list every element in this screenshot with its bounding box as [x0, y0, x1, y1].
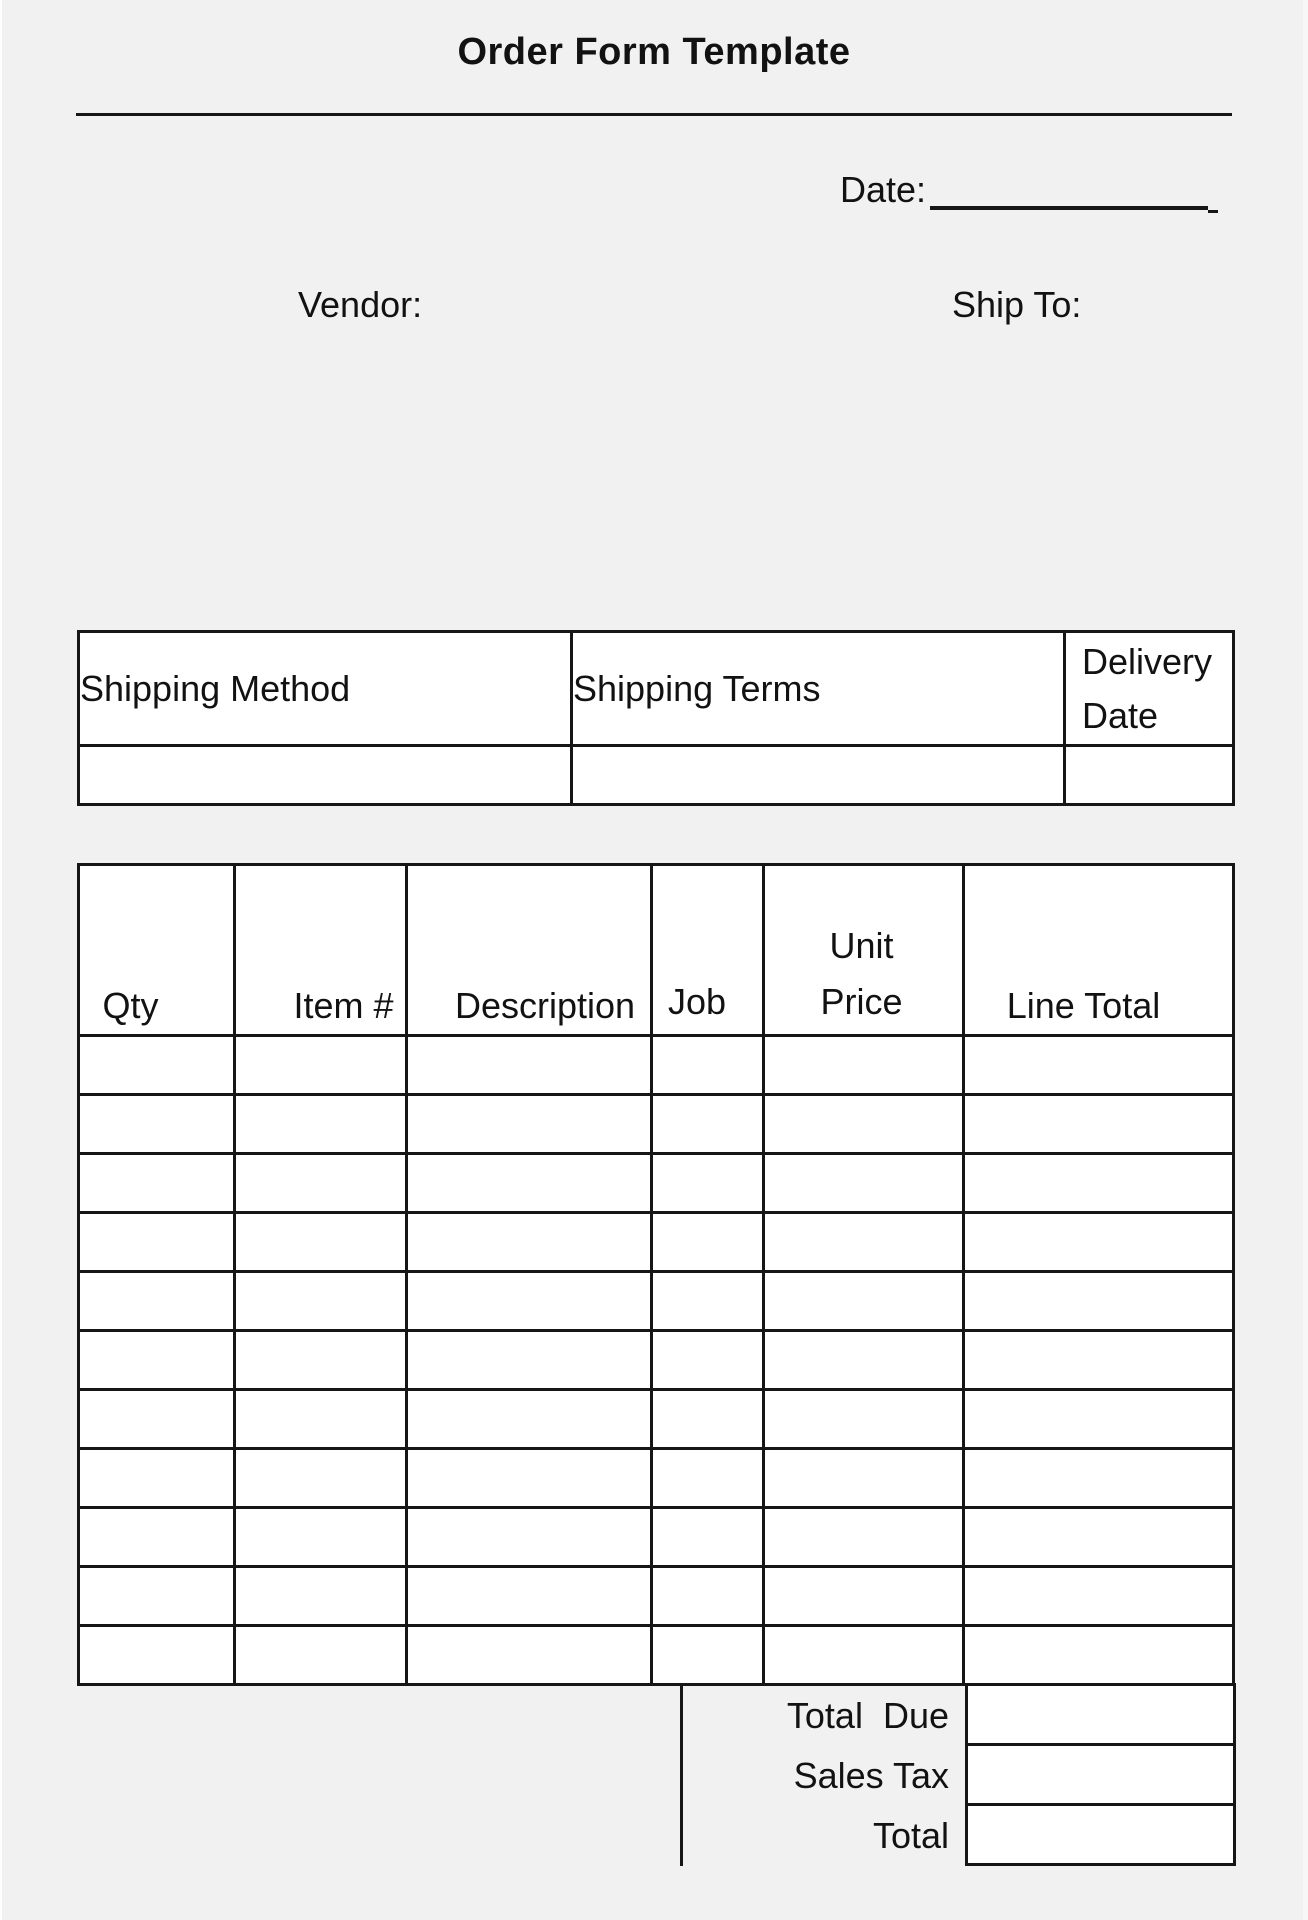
item-cell-r1c2[interactable] [236, 1037, 408, 1096]
item-cell-r9c2[interactable] [236, 1509, 408, 1568]
item-row-1 [80, 1037, 1235, 1096]
item-cell-r3c5[interactable] [765, 1155, 965, 1214]
item-cell-r5c1[interactable] [80, 1273, 236, 1332]
item-cell-r3c4[interactable] [653, 1155, 765, 1214]
item-cell-r4c4[interactable] [653, 1214, 765, 1273]
date-fill-line[interactable] [930, 206, 1208, 210]
item-row-10 [80, 1568, 1235, 1627]
total-due-value[interactable] [965, 1686, 1236, 1746]
item-cell-r9c5[interactable] [765, 1509, 965, 1568]
item-cell-r2c6[interactable] [965, 1096, 1235, 1155]
item-row-8 [80, 1450, 1235, 1509]
item-cell-r6c4[interactable] [653, 1332, 765, 1391]
item-cell-r10c4[interactable] [653, 1568, 765, 1627]
item-cell-r6c1[interactable] [80, 1332, 236, 1391]
item-number-header: Item # [236, 866, 408, 1037]
item-cell-r4c6[interactable] [965, 1214, 1235, 1273]
item-cell-r11c5[interactable] [765, 1627, 965, 1686]
items-table-body [80, 1037, 1235, 1686]
item-cell-r4c5[interactable] [765, 1214, 965, 1273]
item-cell-r11c3[interactable] [408, 1627, 653, 1686]
item-cell-r7c4[interactable] [653, 1391, 765, 1450]
item-row-7 [80, 1391, 1235, 1450]
unit-price-header: Unit Price [765, 866, 965, 1037]
item-cell-r7c1[interactable] [80, 1391, 236, 1450]
date-label: Date: [840, 169, 927, 210]
item-cell-r5c5[interactable] [765, 1273, 965, 1332]
item-cell-r10c5[interactable] [765, 1568, 965, 1627]
item-cell-r9c4[interactable] [653, 1509, 765, 1568]
item-cell-r5c3[interactable] [408, 1273, 653, 1332]
description-header: Description [408, 866, 653, 1037]
item-cell-r10c3[interactable] [408, 1568, 653, 1627]
item-cell-r3c2[interactable] [236, 1155, 408, 1214]
title-divider [76, 113, 1232, 116]
item-cell-r4c1[interactable] [80, 1214, 236, 1273]
item-cell-r4c3[interactable] [408, 1214, 653, 1273]
item-cell-r1c3[interactable] [408, 1037, 653, 1096]
item-cell-r11c1[interactable] [80, 1627, 236, 1686]
item-cell-r7c3[interactable] [408, 1391, 653, 1450]
shipping-header-row [80, 633, 1235, 747]
qty-header: Qty [80, 866, 236, 1037]
shipping-method-header: Shipping Method [80, 633, 573, 747]
item-cell-r9c6[interactable] [965, 1509, 1235, 1568]
total-value[interactable] [965, 1806, 1236, 1866]
item-cell-r6c6[interactable] [965, 1332, 1235, 1391]
shipping-terms-header: Shipping Terms [573, 633, 1066, 747]
item-cell-r5c4[interactable] [653, 1273, 765, 1332]
item-cell-r7c2[interactable] [236, 1391, 408, 1450]
item-cell-r6c5[interactable] [765, 1332, 965, 1391]
item-cell-r10c1[interactable] [80, 1568, 236, 1627]
item-cell-r1c4[interactable] [653, 1037, 765, 1096]
item-cell-r3c1[interactable] [80, 1155, 236, 1214]
shipping-cell-r1c2[interactable] [573, 747, 1066, 806]
item-cell-r11c6[interactable] [965, 1627, 1235, 1686]
item-cell-r10c2[interactable] [236, 1568, 408, 1627]
item-cell-r8c1[interactable] [80, 1450, 236, 1509]
item-cell-r8c2[interactable] [236, 1450, 408, 1509]
shipping-cell-r1c1[interactable] [80, 747, 573, 806]
items-table-header [80, 866, 1235, 1037]
item-row-6 [80, 1332, 1235, 1391]
shipping-table-body [80, 747, 1235, 806]
item-cell-r8c6[interactable] [965, 1450, 1235, 1509]
item-cell-r4c2[interactable] [236, 1214, 408, 1273]
item-row-9 [80, 1509, 1235, 1568]
shipping-row-1 [80, 747, 1235, 806]
item-cell-r11c2[interactable] [236, 1627, 408, 1686]
item-cell-r6c3[interactable] [408, 1332, 653, 1391]
item-row-4 [80, 1214, 1235, 1273]
item-cell-r8c5[interactable] [765, 1450, 965, 1509]
date-fill-line-tail [1208, 210, 1218, 213]
shipping-table [77, 630, 1235, 806]
items-table [77, 863, 1235, 1686]
items-header-row [80, 866, 1235, 1037]
item-cell-r7c6[interactable] [965, 1391, 1235, 1450]
vendor-label: Vendor: [298, 284, 423, 325]
item-cell-r7c5[interactable] [765, 1391, 965, 1450]
item-cell-r2c2[interactable] [236, 1096, 408, 1155]
item-cell-r11c4[interactable] [653, 1627, 765, 1686]
totals-table [680, 1683, 1236, 1866]
ship-to-label: Ship To: [952, 284, 1082, 325]
total-row [683, 1806, 1236, 1866]
job-header: Job [653, 866, 765, 1037]
total-due-row [683, 1686, 1236, 1746]
item-cell-r2c3[interactable] [408, 1096, 653, 1155]
item-cell-r2c4[interactable] [653, 1096, 765, 1155]
total-label: Total [872, 1815, 949, 1856]
sales-tax-row [683, 1746, 1236, 1806]
item-cell-r5c6[interactable] [965, 1273, 1235, 1332]
item-cell-r1c6[interactable] [965, 1037, 1235, 1096]
item-cell-r6c2[interactable] [236, 1332, 408, 1391]
page-right-edge [1303, 0, 1308, 1920]
item-cell-r8c4[interactable] [653, 1450, 765, 1509]
item-row-2 [80, 1096, 1235, 1155]
total-due-label: Total Due [786, 1695, 949, 1736]
item-row-5 [80, 1273, 1235, 1332]
item-cell-r1c5[interactable] [765, 1037, 965, 1096]
item-cell-r9c3[interactable] [408, 1509, 653, 1568]
sales-tax-label: Sales Tax [793, 1755, 949, 1796]
item-row-11 [80, 1627, 1235, 1686]
page-title: Order Form Template [457, 31, 851, 73]
item-cell-r3c6[interactable] [965, 1155, 1235, 1214]
item-cell-r1c1[interactable] [80, 1037, 236, 1096]
item-cell-r8c3[interactable] [408, 1450, 653, 1509]
page-left-edge [0, 0, 2, 1920]
shipping-table-header [80, 633, 1235, 747]
item-cell-r10c6[interactable] [965, 1568, 1235, 1627]
item-cell-r5c2[interactable] [236, 1273, 408, 1332]
sales-tax-value[interactable] [965, 1746, 1236, 1806]
delivery-date-header: Delivery Date [1066, 633, 1235, 747]
item-row-3 [80, 1155, 1235, 1214]
shipping-cell-r1c3[interactable] [1066, 747, 1235, 806]
item-cell-r9c1[interactable] [80, 1509, 236, 1568]
item-cell-r2c5[interactable] [765, 1096, 965, 1155]
line-total-header: Line Total [965, 866, 1235, 1037]
item-cell-r3c3[interactable] [408, 1155, 653, 1214]
item-cell-r2c1[interactable] [80, 1096, 236, 1155]
